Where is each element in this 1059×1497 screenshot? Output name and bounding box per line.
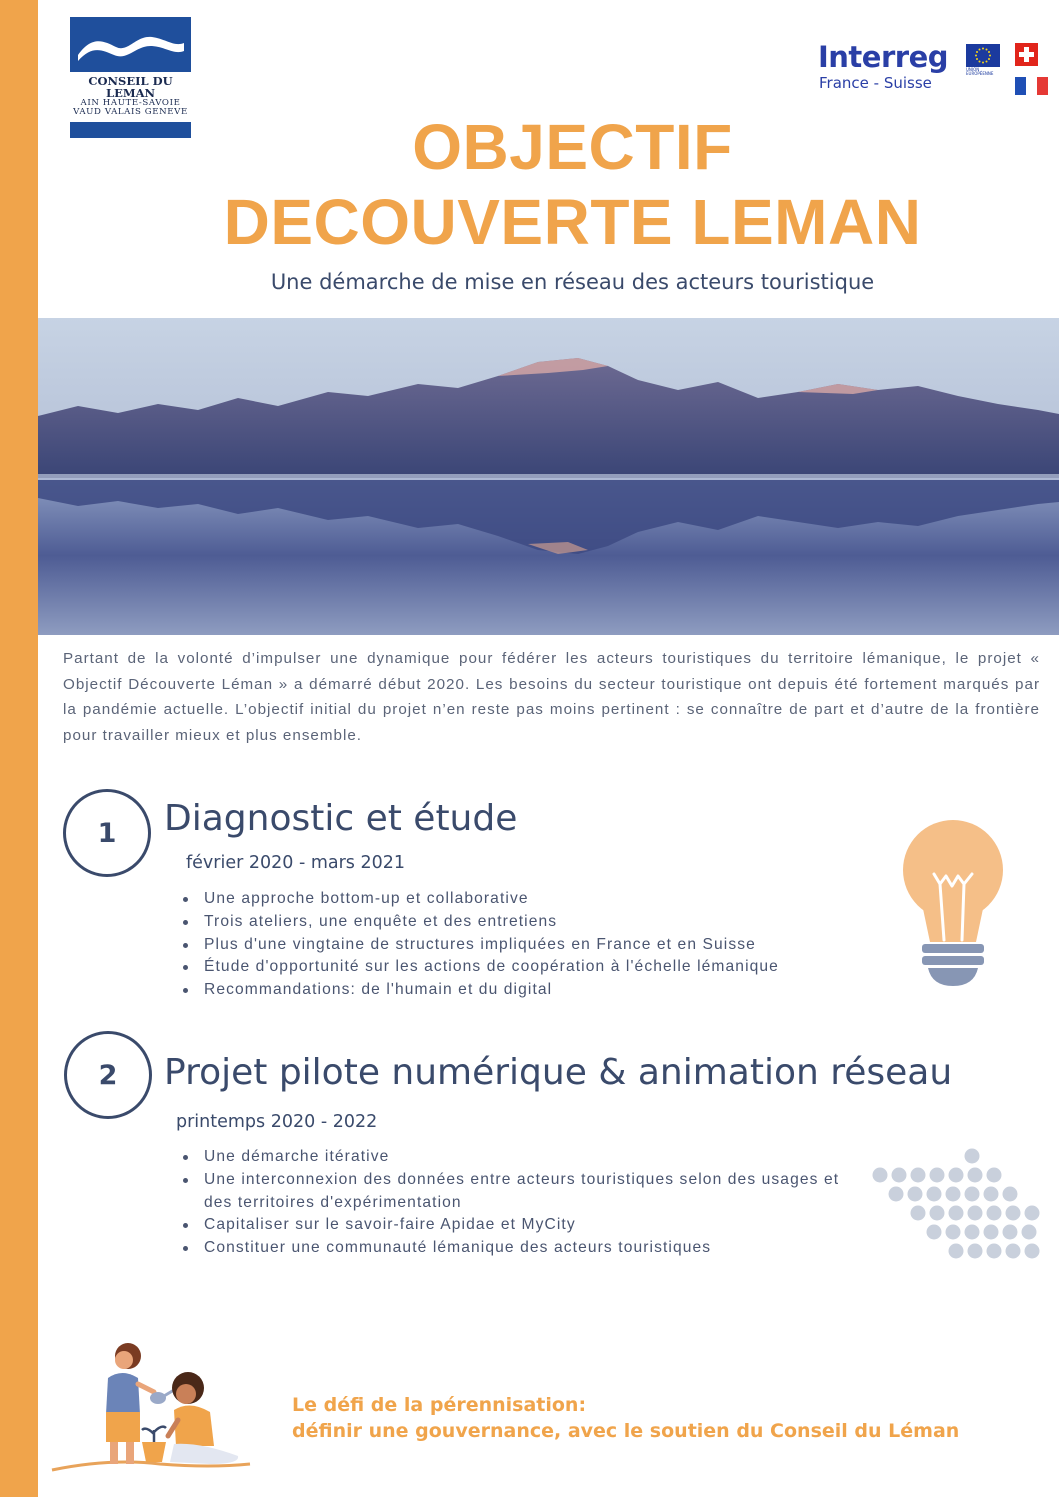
- challenge-line2: définir une gouvernance, avec le soutien du Conseil du Léman: [292, 1420, 960, 1442]
- section-1-dates: février 2020 - mars 2021: [186, 853, 406, 873]
- network-dot: [946, 1187, 961, 1202]
- network-dot: [1025, 1206, 1040, 1221]
- section-1-title: Diagnostic et étude: [164, 798, 518, 839]
- french-flag-icon: [1015, 77, 1048, 95]
- list-item: Plus d'une vingtaine de structures impliquées en France et en Suisse: [183, 934, 903, 957]
- network-dot: [1025, 1244, 1040, 1259]
- network-dot: [987, 1244, 1002, 1259]
- network-dot: [965, 1149, 980, 1164]
- network-dot: [984, 1187, 999, 1202]
- network-dot: [892, 1168, 907, 1183]
- network-dot: [927, 1225, 942, 1240]
- conseil-wave-icon: [70, 17, 191, 72]
- section-2-dates: printemps 2020 - 2022: [176, 1112, 378, 1132]
- list-item: Trois ateliers, une enquête et des entretiens: [183, 911, 903, 934]
- network-dot: [889, 1187, 904, 1202]
- eu-flag-icon: [966, 44, 1000, 67]
- page-title-line2: DECOUVERTE LEMAN: [223, 186, 922, 258]
- interreg-name: Interreg: [818, 40, 948, 74]
- network-dot: [1003, 1187, 1018, 1202]
- section-1-number: 1: [63, 789, 151, 877]
- intro-paragraph: Partant de la volonté d’impulser une dynamique pour fédérer les acteurs touristiques du territoire lémanique, le projet « Objectif Découverte Léman » a démarré début 2020. Les besoins du secteur touristique ont depuis été fortement marqués par la pandémie actuelle. L’objectif initial du projet n’en reste pas moins pertinent : se connaître de part et d’autre de la frontière pour travailler mieux et plus ensemble.: [63, 650, 1040, 744]
- network-dot: [927, 1187, 942, 1202]
- network-dot: [968, 1206, 983, 1221]
- network-dot: [1003, 1225, 1018, 1240]
- section-1-bullets: [183, 888, 903, 1002]
- list-item: Une approche bottom-up et collaborative: [183, 888, 903, 911]
- network-dot: [930, 1168, 945, 1183]
- conseil-line1: AIN HAUTE-SAVOIE: [80, 98, 181, 109]
- network-dot: [1022, 1225, 1037, 1240]
- network-dot: [1006, 1206, 1021, 1221]
- section-2-number: 2: [64, 1031, 152, 1119]
- network-dot: [908, 1187, 923, 1202]
- list-item: Constituer une communauté lémanique des acteurs touristiques: [183, 1237, 853, 1260]
- network-dot: [984, 1225, 999, 1240]
- conseil-line2: VAUD VALAIS GENEVE: [73, 107, 188, 118]
- network-dot: [968, 1244, 983, 1259]
- section-2-title: Projet pilote numérique & animation réseau: [164, 1052, 953, 1093]
- conseil-name: CONSEIL DU LEMAN: [88, 74, 173, 101]
- lightbulb-icon: [900, 820, 1010, 990]
- page-title-line1: OBJECTIF: [412, 111, 733, 183]
- list-item: Étude d'opportunité sur les actions de coopération à l'échelle lémanique: [183, 956, 903, 979]
- conseil-du-leman-logo: [70, 17, 191, 138]
- challenge-line1: Le défi de la pérennisation:: [292, 1394, 587, 1416]
- network-dot: [949, 1244, 964, 1259]
- challenge-statement: [292, 1392, 959, 1444]
- list-item: Une démarche itérative: [183, 1146, 853, 1169]
- conseil-logo-bar: [70, 122, 191, 138]
- network-dot: [930, 1206, 945, 1221]
- dot-network-icon: [848, 1108, 1048, 1303]
- section-2-bullets: [183, 1146, 853, 1260]
- interreg-subtitle: France - Suisse: [819, 74, 932, 92]
- network-dot: [911, 1206, 926, 1221]
- list-item: Une interconnexion des données entre acteurs touristiques selon des usages et des territoires d'expérimentation: [183, 1169, 853, 1215]
- eu-label: UNION EUROPÉENNE: [966, 67, 994, 77]
- interreg-logo: [818, 40, 1048, 100]
- network-dot: [873, 1168, 888, 1183]
- network-dot: [949, 1206, 964, 1221]
- lake-mountain-photo: [38, 318, 1059, 635]
- list-item: Capitaliser sur le savoir-faire Apidae et MyCity: [183, 1214, 853, 1237]
- network-dot: [987, 1206, 1002, 1221]
- network-dot: [1006, 1244, 1021, 1259]
- network-dot: [911, 1168, 926, 1183]
- page-subtitle: Une démarche de mise en réseau des acteurs touristique: [270, 270, 875, 294]
- network-dot: [987, 1168, 1002, 1183]
- orange-sidebar: [0, 0, 38, 1497]
- swiss-flag-icon: [1015, 43, 1038, 66]
- network-dot: [965, 1225, 980, 1240]
- network-dot: [949, 1168, 964, 1183]
- network-dot: [946, 1225, 961, 1240]
- network-dot: [968, 1168, 983, 1183]
- network-dot: [965, 1187, 980, 1202]
- list-item: Recommandations: de l'humain et du digital: [183, 979, 903, 1002]
- kids-planting-illustration: [50, 1338, 255, 1478]
